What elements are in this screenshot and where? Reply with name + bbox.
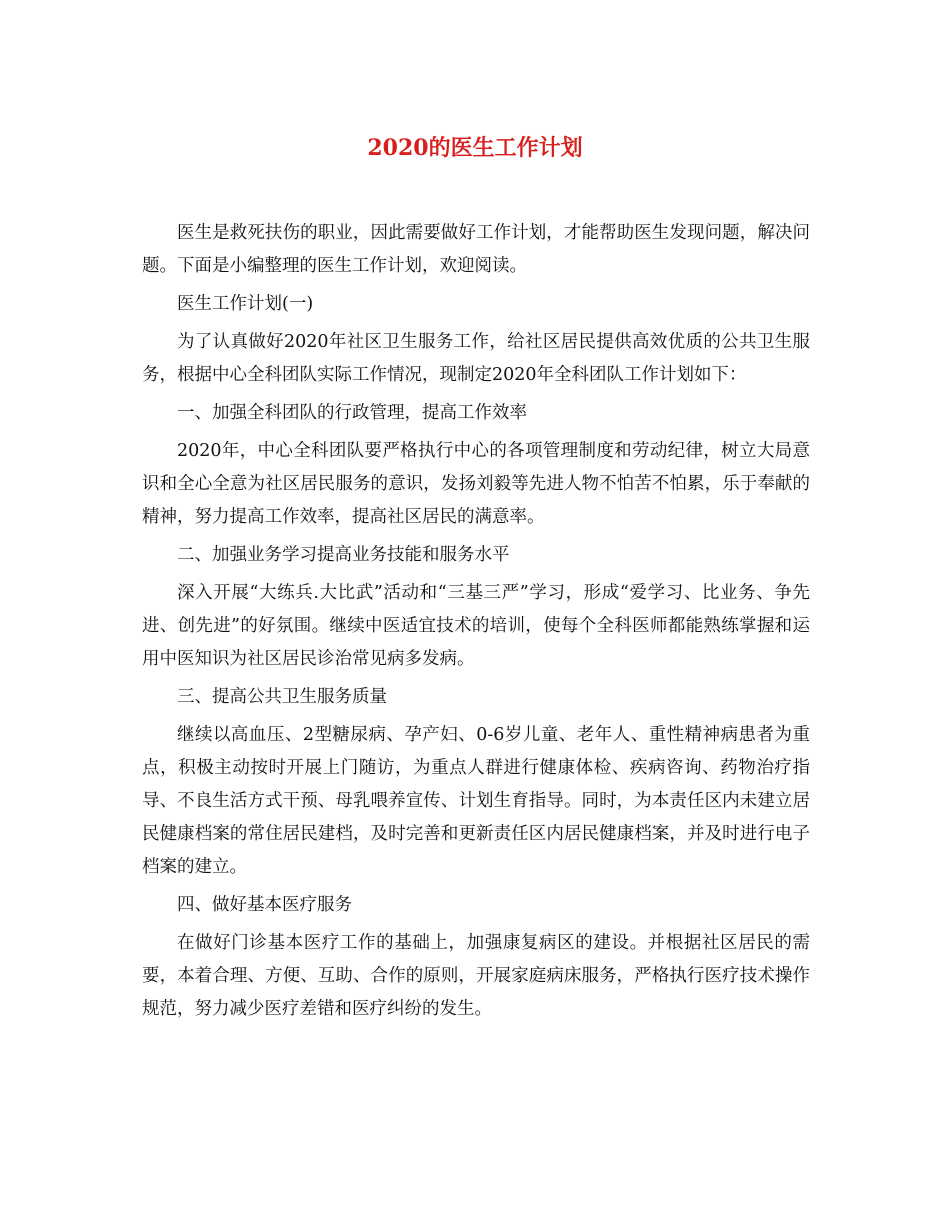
document-title: 2020的医生工作计划 <box>367 135 583 161</box>
section-heading-medical-service: 四、做好基本医疗服务 <box>177 895 352 915</box>
section-heading-plan-one: 医生工作计划(一) <box>177 294 314 314</box>
admin-paragraph: 2020年，中心全科团队要严格执行中心的各项管理制度和劳动纪律，树立大局意识和全心全意为社区居民服务的意识，发扬刘毅等先进人物不怕苦不怕累，乐于奉献的精神，努力提高工作效率，提高社区居民的满意率。 <box>142 441 810 527</box>
section-heading-public-health: 三、提高公共卫生服务质量 <box>177 687 387 707</box>
public-health-paragraph: 继续以高血压、2型糖尿病、孕产妇、0-6岁儿童、老年人、重性精神病患者为重点，积极主动按时开展上门随访，为重点人群进行健康体检、疾病咨询、药物治疗指导、不良生活方式干预、母乳喂养宣传、计划生育指导。同时，为本责任区内未建立居民健康档案的常住居民建档，及时完善和更新责任区内居民健康档案，并及时进行电子档案的建立。 <box>142 725 810 877</box>
plan-overview-paragraph: 为了认真做好2020年社区卫生服务工作，给社区居民提供高效优质的公共卫生服务，根据中心全科团队实际工作情况，现制定2020年全科团队工作计划如下： <box>142 332 810 385</box>
document-body <box>142 217 810 1031</box>
intro-paragraph: 医生是救死扶伤的职业，因此需要做好工作计划，才能帮助医生发现问题，解决问题。下面是小编整理的医生工作计划，欢迎阅读。 <box>142 223 810 276</box>
study-paragraph: 深入开展“大练兵.大比武”活动和“三基三严”学习，形成“爱学习、比业务、争先进、创先进”的好氛围。继续中医适宜技术的培训，使每个全科医师都能熟练掌握和运用中医知识为社区居民诊治常见病多发病。 <box>142 583 810 669</box>
section-heading-study: 二、加强业务学习提高业务技能和服务水平 <box>177 545 510 565</box>
section-heading-admin: 一、加强全科团队的行政管理，提高工作效率 <box>177 403 527 423</box>
medical-service-paragraph: 在做好门诊基本医疗工作的基础上，加强康复病区的建设。并根据社区居民的需要，本着合理、方便、互助、合作的原则，开展家庭病床服务，严格执行医疗技术操作规范，努力减少医疗差错和医疗纠纷的发生。 <box>142 933 810 1019</box>
